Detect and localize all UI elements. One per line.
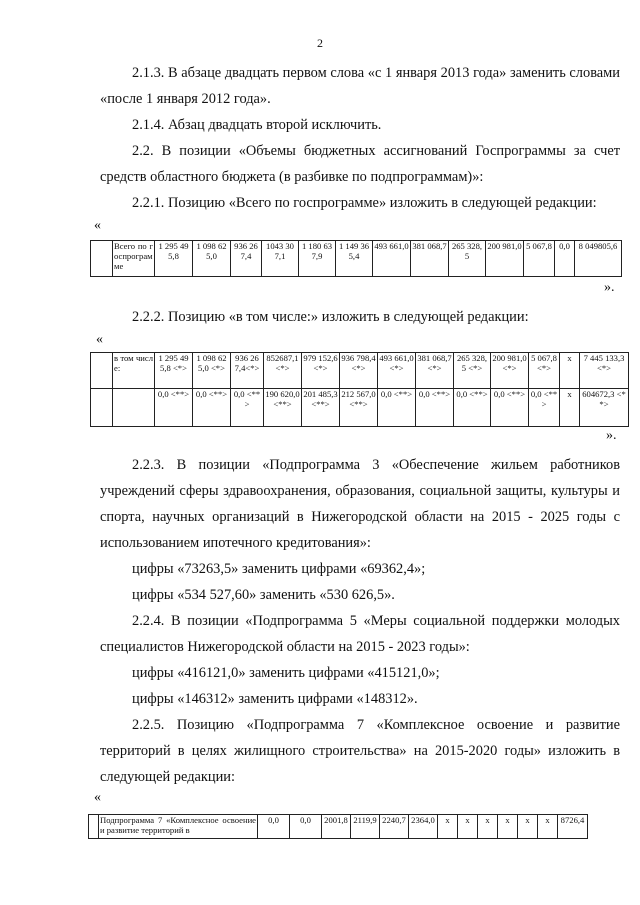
table-cell: в том числе: [113, 353, 155, 389]
table-cell: 0,0 [555, 241, 575, 277]
table-cell [91, 389, 113, 427]
table-cell: 265 328,5 <*> [454, 353, 491, 389]
table-cell: 2119,9 [351, 815, 380, 839]
table-cell [91, 353, 113, 389]
table-cell [91, 241, 113, 277]
table-cell: 1 098 625,0 <*> [193, 353, 231, 389]
table-cell: 5 067,8 <*> [529, 353, 560, 389]
table-cell: 0,0 <**> [491, 389, 529, 427]
paragraph-2-2-1: 2.2.1. Позицию «Всего по госпрограмме» изложить в следующей редакции: [132, 195, 597, 211]
table-cell: 1 295 495,8 [155, 241, 193, 277]
table-cell: 0,0 <**> [416, 389, 454, 427]
table-cell: 604672,3 <**> [580, 389, 629, 427]
table-cell: 0,0 <**> [529, 389, 560, 427]
table-cell: 493 661,0 [373, 241, 411, 277]
table-cell: 936 267,4 [231, 241, 262, 277]
table-cell: x [560, 389, 580, 427]
table-cell: 190 620,0 <**> [264, 389, 302, 427]
table-cell: 381 068,7 [411, 241, 449, 277]
paragraph-2-1-3: 2.1.3. В абзаце двадцать первом слова «с 1 января 2013 года» заменить словами «после 1 января 2012 года». [100, 65, 620, 107]
table-cell: 852687,1 <*> [264, 353, 302, 389]
table-row [91, 389, 629, 427]
table-cell: Подпрограмма 7 «Комплексное освоение и развитие территорий в [99, 815, 258, 839]
replace-line-3: цифры «416121,0» заменить цифрами «415121,0»; [132, 665, 440, 681]
table-cell [113, 389, 155, 427]
table-cell: 979 152,6<*> [302, 353, 340, 389]
table-subprogram-7 [88, 814, 588, 839]
open-quote-3: « [94, 790, 101, 805]
paragraph-2-2-5: 2.2.5. Позицию «Подпрограмма 7 «Комплексное освоение и развитие территорий в целях жилищного строительства» на 2015-2020 годы» изложить в следующей редакции: [100, 717, 620, 785]
table-row [91, 353, 629, 389]
open-quote-2: « [96, 332, 103, 347]
table-cell: 1043 307,1 [262, 241, 299, 277]
table-cell: 0,0 <**> [231, 389, 264, 427]
close-quote-1: ». [604, 280, 615, 295]
table-cell: x [478, 815, 498, 839]
table-cell: 7 445 133,3 <*> [580, 353, 629, 389]
table-cell: x [560, 353, 580, 389]
table-cell: 265 328,5 [449, 241, 486, 277]
table-cell: 936 267,4<*> [231, 353, 264, 389]
table-cell: 0,0 <**> [193, 389, 231, 427]
page-number: 2 [317, 36, 323, 50]
table-row [89, 815, 588, 839]
table-cell: 200 981,0 [486, 241, 524, 277]
table-cell: x [498, 815, 518, 839]
table-cell: 936 798,4<*> [340, 353, 378, 389]
table-cell: x [538, 815, 558, 839]
table-cell: 1 295 495,8 <*> [155, 353, 193, 389]
table-cell: 200 981,0 <*> [491, 353, 529, 389]
table-cell: 1 180 637,9 [299, 241, 336, 277]
table-cell: 2240,7 [380, 815, 409, 839]
table-cell [89, 815, 99, 839]
table-cell: 0,0 <**> [454, 389, 491, 427]
table-cell: 8726,4 [558, 815, 588, 839]
replace-line-4: цифры «146312» заменить цифрами «148312». [132, 691, 418, 707]
table-cell: 201 485,3 <**> [302, 389, 340, 427]
table-cell: 2364,0 [409, 815, 438, 839]
table-cell: 1 149 365,4 [336, 241, 373, 277]
table-cell: 2001,8 [322, 815, 351, 839]
table-cell: x [518, 815, 538, 839]
table-cell: Всего по госпрограмме [113, 241, 155, 277]
table-cell: 8 049805,6 [575, 241, 622, 277]
paragraph-2-2-2: 2.2.2. Позицию «в том числе:» изложить в следующей редакции: [132, 309, 529, 325]
table-including [90, 352, 629, 427]
paragraph-2-2: 2.2. В позиции «Объемы бюджетных ассигнований Госпрограммы за счет средств областного бюджета (в разбивке по подпрограммам)»: [100, 143, 620, 185]
paragraph-2-2-4: 2.2.4. В позиции «Подпрограмма 5 «Меры социальной поддержки молодых специалистов Нижегородской области на 2015 - 2023 годы»: [100, 613, 620, 655]
table-cell: 0,0 [258, 815, 290, 839]
close-quote-2: ». [606, 428, 617, 443]
paragraph-2-1-4: 2.1.4. Абзац двадцать второй исключить. [132, 117, 382, 133]
replace-line-2: цифры «534 527,60» заменить «530 626,5». [132, 587, 395, 603]
table-row [91, 241, 622, 277]
table-cell: x [458, 815, 478, 839]
table-cell: 1 098 625,0 [193, 241, 231, 277]
open-quote-1: « [94, 218, 101, 233]
table-cell: 493 661,0<*> [378, 353, 416, 389]
table-cell: 5 067,8 [524, 241, 555, 277]
table-cell: 0,0 [290, 815, 322, 839]
replace-line-1: цифры «73263,5» заменить цифрами «69362,4»; [132, 561, 426, 577]
table-cell: x [438, 815, 458, 839]
table-cell: 0,0 <**> [378, 389, 416, 427]
paragraph-2-2-3: 2.2.3. В позиции «Подпрограмма 3 «Обеспечение жильем работников учреждений сферы здравоохранения, образования, социальной защиты, культуры и спорта, научных организаций в Нижегородской области на 2015 - 2025 годы с использованием ипотечного кредитования»: [100, 457, 620, 551]
table-total-program [90, 240, 622, 277]
table-cell: 0,0 <**> [155, 389, 193, 427]
table-cell: 212 567,0 <**> [340, 389, 378, 427]
table-cell: 381 068,7<*> [416, 353, 454, 389]
